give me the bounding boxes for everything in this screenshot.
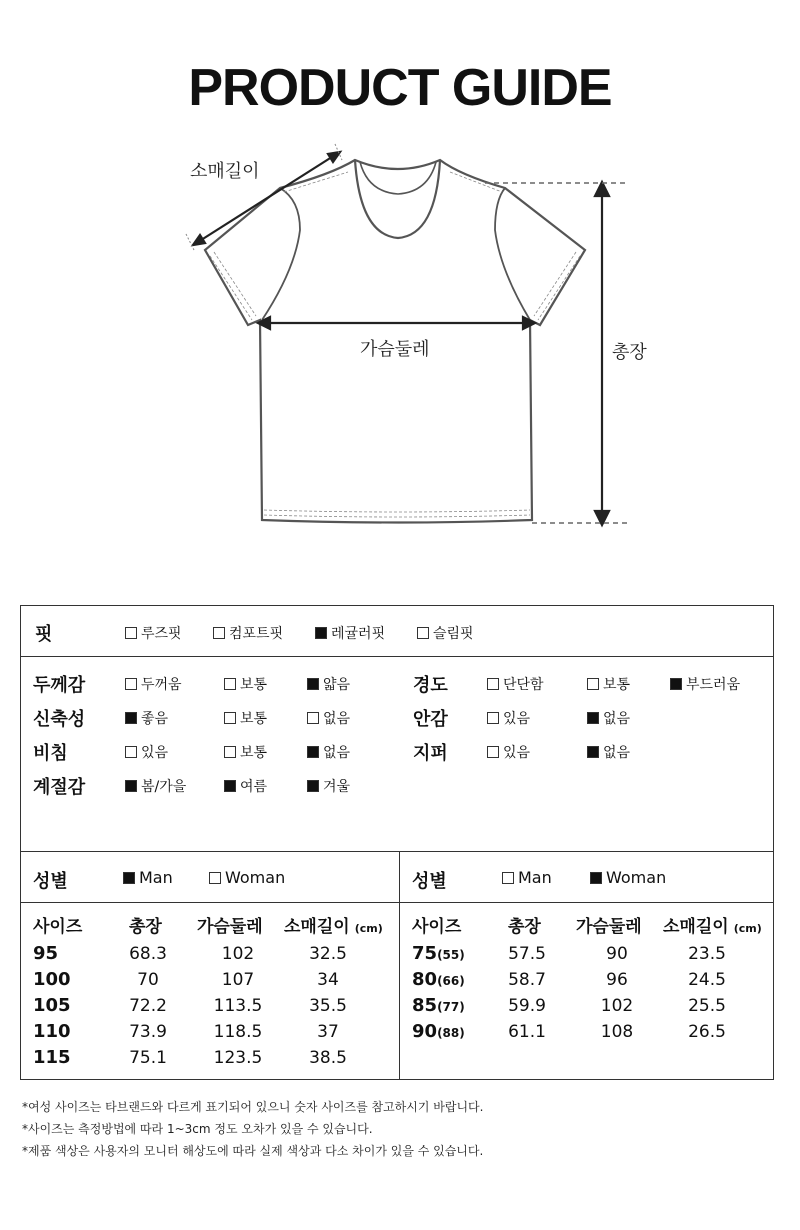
col-header-sleeve: 소매길이 (cm) bbox=[284, 917, 383, 937]
women-size-table bbox=[400, 852, 773, 1079]
length-cell: 58.7 bbox=[508, 970, 546, 990]
note-line: *여성 사이즈는 타브랜드와 다르게 표기되어 있으니 숫자 사이즈를 참고하시기 바랍니다. bbox=[22, 1100, 484, 1114]
stretch-option: 없음 bbox=[307, 708, 350, 728]
note-line: *제품 색상은 사용자의 모니터 해상도에 따라 실제 색상과 다소 차이가 있을 수 있습니다. bbox=[22, 1144, 484, 1158]
fit-option-loose: 루즈핏 bbox=[125, 623, 182, 643]
stretch-label: 신축성 bbox=[33, 709, 86, 730]
length-cell: 61.1 bbox=[508, 1022, 546, 1042]
length-cell: 68.3 bbox=[129, 944, 167, 964]
length-cell: 57.5 bbox=[508, 944, 546, 964]
chest-cell: 90 bbox=[606, 944, 628, 964]
fit-option-comfort: 컴포트핏 bbox=[213, 623, 283, 643]
col-header-length: 총장 bbox=[508, 917, 541, 937]
gender-woman: Woman bbox=[209, 868, 285, 887]
size-cell: 85(77) bbox=[412, 995, 465, 1016]
hardness-label: 경도 bbox=[413, 675, 448, 696]
gender-row bbox=[21, 852, 399, 903]
checkbox-icon bbox=[417, 627, 429, 639]
total-length-label: 총장 bbox=[612, 342, 647, 363]
fit-option-regular: 레귤러핏 bbox=[315, 623, 385, 643]
gender-row bbox=[400, 852, 773, 903]
size-cell: 80(66) bbox=[412, 969, 465, 990]
gender-woman: Woman bbox=[590, 868, 666, 887]
size-cell: 100 bbox=[33, 969, 71, 990]
col-header-size: 사이즈 bbox=[33, 917, 83, 937]
col-header-sleeve: 소매길이 (cm) bbox=[663, 917, 762, 937]
gender-man: Man bbox=[123, 868, 173, 887]
season-label: 계절감 bbox=[33, 777, 86, 798]
thickness-option: 보통 bbox=[224, 674, 267, 694]
zipper-option: 없음 bbox=[587, 742, 630, 762]
sleeve-cell: 37 bbox=[317, 1022, 339, 1042]
sleeve-cell: 24.5 bbox=[688, 970, 726, 990]
tshirt-diagram bbox=[0, 130, 800, 550]
sheer-option: 있음 bbox=[125, 742, 168, 762]
size-tables bbox=[21, 852, 773, 1079]
lining-option: 없음 bbox=[587, 708, 630, 728]
sheer-label: 비침 bbox=[33, 743, 68, 764]
sheer-option: 없음 bbox=[307, 742, 350, 762]
men-size-table bbox=[21, 852, 400, 1079]
notes bbox=[22, 1096, 483, 1162]
sleeve-cell: 32.5 bbox=[309, 944, 347, 964]
gender-label: 성별 bbox=[412, 871, 447, 892]
thickness-label: 두께감 bbox=[33, 675, 86, 696]
thickness-option: 얇음 bbox=[307, 674, 350, 694]
season-option: 겨울 bbox=[307, 776, 350, 796]
size-cell: 115 bbox=[33, 1047, 71, 1068]
checkbox-checked-icon bbox=[315, 627, 327, 639]
sleeve-cell: 26.5 bbox=[688, 1022, 726, 1042]
chest-cell: 108 bbox=[600, 1022, 634, 1042]
col-header-size: 사이즈 bbox=[412, 917, 462, 937]
season-option: 여름 bbox=[224, 776, 267, 796]
sheer-option: 보통 bbox=[224, 742, 267, 762]
length-cell: 59.9 bbox=[508, 996, 546, 1016]
size-cell: 110 bbox=[33, 1021, 71, 1042]
sleeve-length-label: 소매길이 bbox=[190, 161, 260, 182]
chest-cell: 102 bbox=[221, 944, 255, 964]
sleeve-cell: 34 bbox=[317, 970, 339, 990]
size-cell: 105 bbox=[33, 995, 71, 1016]
product-info-table bbox=[20, 605, 774, 1080]
length-cell: 73.9 bbox=[129, 1022, 167, 1042]
thickness-option: 두꺼움 bbox=[125, 674, 182, 694]
length-cell: 70 bbox=[137, 970, 159, 990]
page-title: PRODUCT GUIDE bbox=[188, 59, 612, 117]
note-line: *사이즈는 측정방법에 따라 1~3cm 정도 오차가 있을 수 있습니다. bbox=[22, 1122, 373, 1136]
zipper-label: 지퍼 bbox=[413, 743, 448, 764]
stretch-option: 보통 bbox=[224, 708, 267, 728]
sleeve-cell: 38.5 bbox=[309, 1048, 347, 1068]
chest-label: 가슴둘레 bbox=[360, 339, 430, 360]
lining-label: 안감 bbox=[413, 709, 448, 730]
size-cell: 75(55) bbox=[412, 943, 465, 964]
gender-man: Man bbox=[502, 868, 552, 887]
sleeve-cell: 35.5 bbox=[309, 996, 347, 1016]
chest-cell: 113.5 bbox=[213, 996, 263, 1016]
fit-row bbox=[21, 606, 773, 657]
gender-label: 성별 bbox=[33, 871, 68, 892]
col-header-length: 총장 bbox=[129, 917, 162, 937]
chest-cell: 96 bbox=[606, 970, 628, 990]
zipper-option: 있음 bbox=[487, 742, 530, 762]
hardness-option: 부드러움 bbox=[670, 674, 740, 694]
stretch-option: 좋음 bbox=[125, 708, 168, 728]
lining-option: 있음 bbox=[487, 708, 530, 728]
col-header-chest: 가슴둘레 bbox=[576, 917, 642, 937]
season-option: 봄/가을 bbox=[125, 776, 186, 796]
sleeve-cell: 23.5 bbox=[688, 944, 726, 964]
checkbox-icon bbox=[125, 627, 137, 639]
col-header-chest: 가슴둘레 bbox=[197, 917, 263, 937]
length-cell: 75.1 bbox=[129, 1048, 167, 1068]
properties-section bbox=[21, 657, 773, 852]
hardness-option: 단단함 bbox=[487, 674, 544, 694]
size-cell: 90(88) bbox=[412, 1021, 465, 1042]
chest-cell: 102 bbox=[600, 996, 634, 1016]
fit-option-slim: 슬림핏 bbox=[417, 623, 474, 643]
length-cell: 72.2 bbox=[129, 996, 167, 1016]
chest-cell: 123.5 bbox=[213, 1048, 263, 1068]
checkbox-icon bbox=[213, 627, 225, 639]
hardness-option: 보통 bbox=[587, 674, 630, 694]
size-cell: 95 bbox=[33, 943, 59, 964]
chest-cell: 107 bbox=[221, 970, 255, 990]
chest-cell: 118.5 bbox=[213, 1022, 263, 1042]
fit-label: 핏 bbox=[35, 624, 53, 645]
sleeve-cell: 25.5 bbox=[688, 996, 726, 1016]
